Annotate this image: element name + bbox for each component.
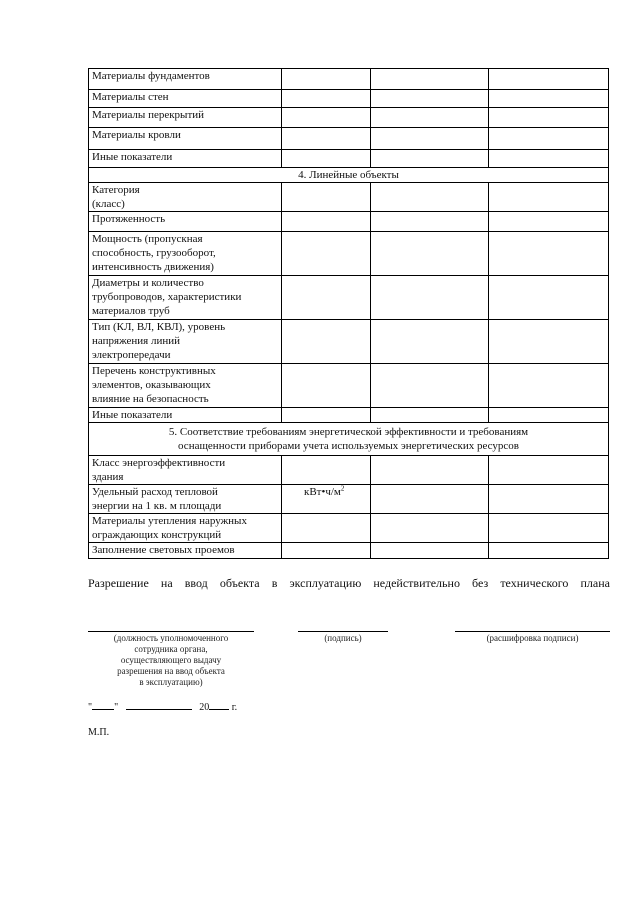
row-label: Заполнение световых проемов <box>89 543 282 559</box>
row-label: Материалы кровли <box>89 128 282 150</box>
row-label: Тип (КЛ, ВЛ, КВЛ), уровень напряжения линий электропередачи <box>89 320 282 364</box>
object-characteristics-table <box>88 68 609 559</box>
table-row <box>89 183 609 212</box>
table-row <box>89 320 609 364</box>
month-blank[interactable] <box>126 700 192 710</box>
signature-decode-line <box>455 631 610 632</box>
table-row <box>89 543 609 559</box>
row-label: Диаметры и количество трубопроводов, характеристики материалов труб <box>89 276 282 320</box>
section-5-title-line1: 5. Соответствие требованиям энергетической эффективности и требованиям <box>168 426 529 438</box>
position-line <box>88 631 254 632</box>
row-label: Материалы перекрытий <box>89 108 282 128</box>
unit-text: кВт•ч/м <box>304 486 341 498</box>
permit-validity-notice: Разрешение на ввод объекта в эксплуатацию недействительно без технического плана <box>88 576 610 590</box>
row-label: Удельный расход тепловой энергии на 1 кв. м площади <box>89 485 282 514</box>
stamp-place: М.П. <box>88 727 110 738</box>
date-quote-open: " <box>88 702 93 713</box>
signature-decode-block <box>455 631 610 644</box>
table-row <box>89 150 609 168</box>
table-row <box>89 128 609 150</box>
section-5-title <box>89 423 609 456</box>
table-row <box>89 514 609 543</box>
table-row <box>89 485 609 514</box>
table-row <box>89 276 609 320</box>
row-label: Категория (класс) <box>89 183 282 212</box>
row-label: Мощность (пропускная способность, грузооборот, интенсивность движения) <box>89 232 282 276</box>
date-line <box>88 700 237 715</box>
signature-line <box>298 631 388 632</box>
year-blank[interactable] <box>209 700 229 710</box>
signature-decode-caption: (расшифровка подписи) <box>486 633 579 643</box>
table-row <box>89 364 609 408</box>
row-label: Перечень конструктивных элементов, оказывающих влияние на безопасность <box>89 364 282 408</box>
row-label: Иные показатели <box>89 150 282 168</box>
signature-block <box>298 631 388 644</box>
section-5-title-line2: оснащенности приборами учета используемых энергетических ресурсов <box>178 440 519 452</box>
unit-superscript: 2 <box>340 484 345 493</box>
day-blank[interactable] <box>92 700 114 710</box>
year-suffix: г. <box>231 702 238 713</box>
row-label: Материалы утепления наружных ограждающих конструкций <box>89 514 282 543</box>
unit-cell <box>282 485 371 514</box>
position-signature-block <box>88 631 254 688</box>
row-label: Класс энергоэффективности здания <box>89 456 282 485</box>
row-label: Материалы фундаментов <box>89 69 282 90</box>
table-row <box>89 69 609 90</box>
row-label: Протяженность <box>89 212 282 232</box>
section-4-title: 4. Линейные объекты <box>89 168 609 183</box>
row-label: Иные показатели <box>89 408 282 423</box>
section-header-row <box>89 423 609 456</box>
year-prefix: 20 <box>199 702 210 713</box>
table-row <box>89 90 609 108</box>
table-row <box>89 456 609 485</box>
section-header-row <box>89 168 609 183</box>
table-row <box>89 232 609 276</box>
table-row <box>89 408 609 423</box>
table-row <box>89 108 609 128</box>
date-quote-close: " <box>114 702 119 713</box>
row-label: Материалы стен <box>89 90 282 108</box>
position-caption: (должность уполномоченного сотрудника органа, осуществляющего выдачу разрешения на ввод объекта в эксплуатацию) <box>113 633 229 687</box>
signature-caption: (подпись) <box>324 633 362 643</box>
table-row <box>89 212 609 232</box>
